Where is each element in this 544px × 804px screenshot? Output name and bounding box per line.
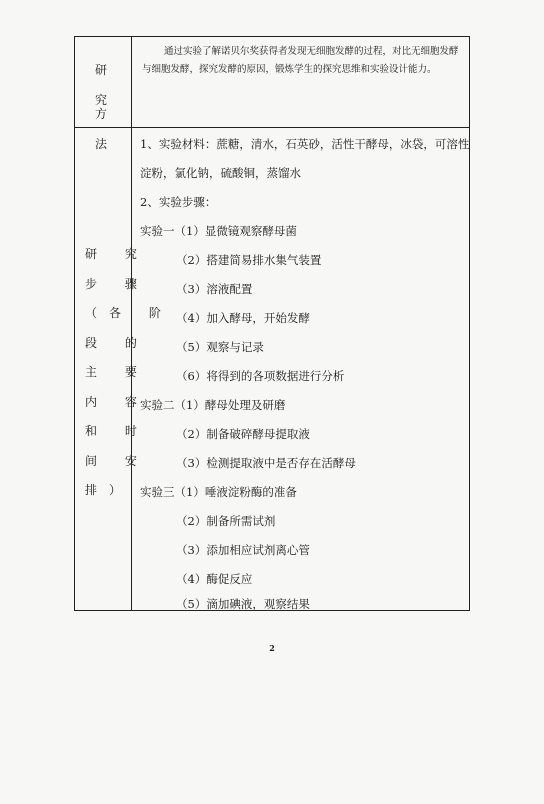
steps-label-line: 和 时 [85, 424, 149, 438]
exp2-step-3: （3）检测提取液中是否存在活酵母 [176, 456, 356, 470]
materials-line-2: 淀粉，氯化钠，硫酸铜，蒸馏水 [140, 166, 301, 180]
steps-row [75, 128, 470, 611]
exp3-step-5: （5）滴加碘液，观察结果 [176, 597, 310, 611]
exp1-step-6: （6）将得到的各项数据进行分析 [176, 369, 345, 383]
exp3-title: 实验三（1）唾液淀粉酶的准备 [140, 485, 297, 499]
research-form-table [74, 36, 470, 611]
exp3-step-3: （3）添加相应试剂离心管 [176, 543, 310, 557]
method-text: 通过实验了解诺贝尔奖获得者发现无细胞发酵的过程，对比无细胞发酵与细胞发酵，探究发酵的原因，锻炼学生的探究思维和实验设计能力。 [142, 46, 459, 75]
method-label-cell [75, 37, 132, 151]
steps-label-line: 主 要 [85, 365, 149, 379]
exp1-title: 实验一（1）显微镜观察酵母菌 [140, 224, 297, 238]
exp2-title: 实验二（1）酵母处理及研磨 [140, 398, 286, 412]
exp3-step-2: （2）制备所需试剂 [176, 514, 276, 528]
materials-line-1: 1、实验材料：蔗糖，清水，石英砂，活性干酵母，冰袋，可溶性 [140, 137, 470, 151]
exp2-step-2: （2）制备破碎酵母提取液 [176, 427, 310, 441]
exp3-step-4: （4）酶促反应 [176, 572, 253, 586]
steps-label-line: 排） [85, 483, 134, 497]
steps-label-line: 研 究 [85, 247, 149, 261]
method-label-line-2: 方 法 [94, 107, 121, 151]
exp1-step-5: （5）观察与记录 [176, 340, 264, 354]
steps-label-line: （各 阶 [85, 306, 173, 320]
steps-heading: 2、实验步骤： [140, 195, 217, 209]
steps-label-line: 段 的 [85, 335, 149, 350]
method-row [75, 37, 470, 128]
method-content-cell [132, 37, 470, 128]
method-label-line-1: 研 究 [94, 63, 121, 107]
steps-label-line: 步 骤 [85, 276, 149, 291]
steps-content-cell [132, 128, 470, 611]
steps-label-line: 间 安 [85, 453, 149, 468]
exp1-step-3: （3）溶液配置 [176, 282, 253, 296]
exp1-step-2: （2）搭建简易排水集气装置 [176, 253, 322, 267]
page-number: 2 [269, 643, 275, 653]
steps-label-line: 内 容 [85, 394, 149, 409]
steps-label-cell [75, 128, 173, 611]
exp1-step-4: （4）加入酵母，开始发酵 [176, 311, 310, 325]
